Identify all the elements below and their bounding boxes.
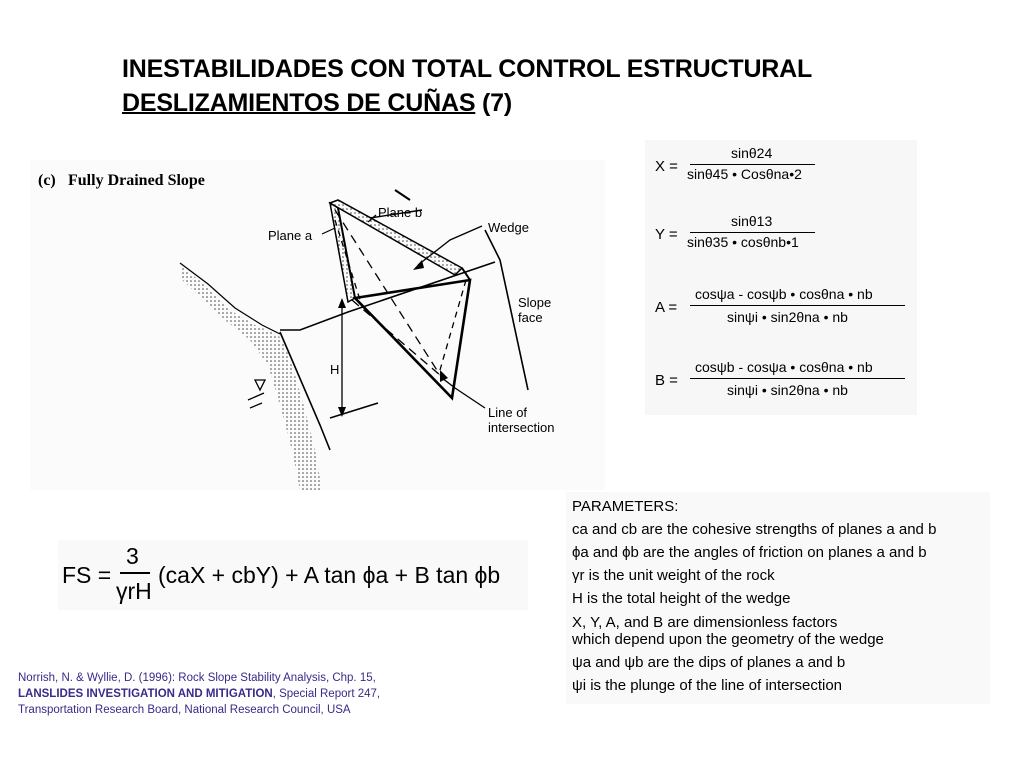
equation-x-denominator: sinθ45 • Cosθna•2 xyxy=(687,166,802,182)
slide-title-line1: INESTABILIDADES CON TOTAL CONTROL ESTRUCTURAL xyxy=(122,55,813,83)
equation-b-lhs: B = xyxy=(655,372,678,389)
equation-a xyxy=(645,283,917,345)
figure-caption: Fully Drained Slope xyxy=(68,172,205,189)
wedge-diagram-panel xyxy=(30,160,605,490)
factor-equations-panel xyxy=(645,140,917,415)
wedge-leader-arrow xyxy=(413,260,424,270)
equation-b xyxy=(645,356,917,418)
water-table-dash1 xyxy=(248,393,264,400)
label-plane-b: Plane b xyxy=(378,205,423,220)
equation-y xyxy=(645,210,917,272)
citation-line2-rest: , Special Report 247, xyxy=(272,688,381,700)
fs-rest: (caX + cbY) + A tan ϕa + B tan ϕb xyxy=(158,562,501,588)
parameter-line: X, Y, A, and B are dimensionless factors xyxy=(572,614,838,631)
plane-b-tick xyxy=(395,190,410,200)
label-face: face xyxy=(518,310,543,325)
parameter-line: γr is the unit weight of the rock xyxy=(572,567,775,584)
height-baseline xyxy=(330,403,378,418)
equation-x-numerator: sinθ24 xyxy=(731,145,773,161)
label-intersection: intersection xyxy=(488,420,555,435)
equation-y-denominator: sinθ35 • cosθnb•1 xyxy=(687,234,799,250)
plane-a-leader xyxy=(322,228,335,234)
parameter-line: ψa and ψb are the dips of planes a and b xyxy=(572,654,846,671)
slide-title-line2 xyxy=(122,89,512,118)
label-plane-a: Plane a xyxy=(268,228,313,243)
wedge-diagram xyxy=(30,160,605,490)
equation-a-bar xyxy=(690,305,905,306)
water-table-symbol xyxy=(255,380,265,390)
citation-line2 xyxy=(18,686,380,702)
parameter-line: ϕa and ϕb are the angles of friction on planes a and b xyxy=(572,544,927,561)
equation-b-bar xyxy=(690,378,905,379)
citation-line1: Norrish, N. & Wyllie, D. (1996): Rock Slope Stability Analysis, Chp. 15, xyxy=(18,672,376,684)
equation-y-bar xyxy=(690,232,815,233)
equation-a-numerator: cosψa - cosψb • cosθna • nb xyxy=(695,286,873,302)
dashed-line-2 xyxy=(352,300,440,375)
plane-a xyxy=(330,203,355,302)
citation-line3: Transportation Research Board, National Research Council, USA xyxy=(18,704,351,716)
equation-b-denominator: sinψi • sin2θna • nb xyxy=(727,382,848,398)
wedge-edge-top xyxy=(462,268,470,280)
factor-of-safety-formula xyxy=(58,540,528,610)
equation-a-denominator: sinψi • sin2θna • nb xyxy=(727,309,848,325)
equation-x xyxy=(645,142,917,204)
equation-x-bar xyxy=(690,164,815,165)
citation-title: LANSLIDES INVESTIGATION AND MITIGATION xyxy=(18,688,273,700)
parameter-line: H is the total height of the wedge xyxy=(572,590,791,607)
label-slope: Slope xyxy=(518,295,552,310)
title-underlined-text: DESLIZAMIENTOS DE CUÑAS xyxy=(122,89,476,117)
fs-fraction-denominator: γrH xyxy=(116,578,152,604)
equation-y-numerator: sinθ13 xyxy=(731,213,773,229)
figure-caption-letter: (c) xyxy=(38,172,56,189)
fs-lhs: FS = xyxy=(62,562,112,588)
label-h: H xyxy=(330,362,340,377)
equation-y-lhs: Y = xyxy=(655,226,678,243)
parameter-line: which depend upon the geometry of the wedge xyxy=(572,631,884,648)
parameter-line: ca and cb are the cohesive strengths of planes a and b xyxy=(572,521,937,538)
parameter-line: ψi is the plunge of the line of intersection xyxy=(572,677,843,694)
water-table-dash2 xyxy=(250,403,262,408)
label-wedge: Wedge xyxy=(488,220,529,235)
parameters-heading: PARAMETERS: xyxy=(572,498,679,515)
equation-a-lhs: A = xyxy=(655,299,678,316)
parameters-panel xyxy=(566,492,990,704)
title-suffix: (7) xyxy=(475,89,513,117)
height-arrow-top xyxy=(338,298,346,308)
label-line-of: Line of xyxy=(488,405,528,420)
equation-x-lhs: X = xyxy=(655,158,678,175)
rock-slope-texture xyxy=(180,265,322,490)
equation-b-numerator: cosψb - cosψa • cosθna • nb xyxy=(695,359,873,375)
wedge-outline xyxy=(355,280,470,398)
fs-fraction-numerator: 3 xyxy=(126,543,139,569)
fs-fraction-bar xyxy=(120,572,150,574)
